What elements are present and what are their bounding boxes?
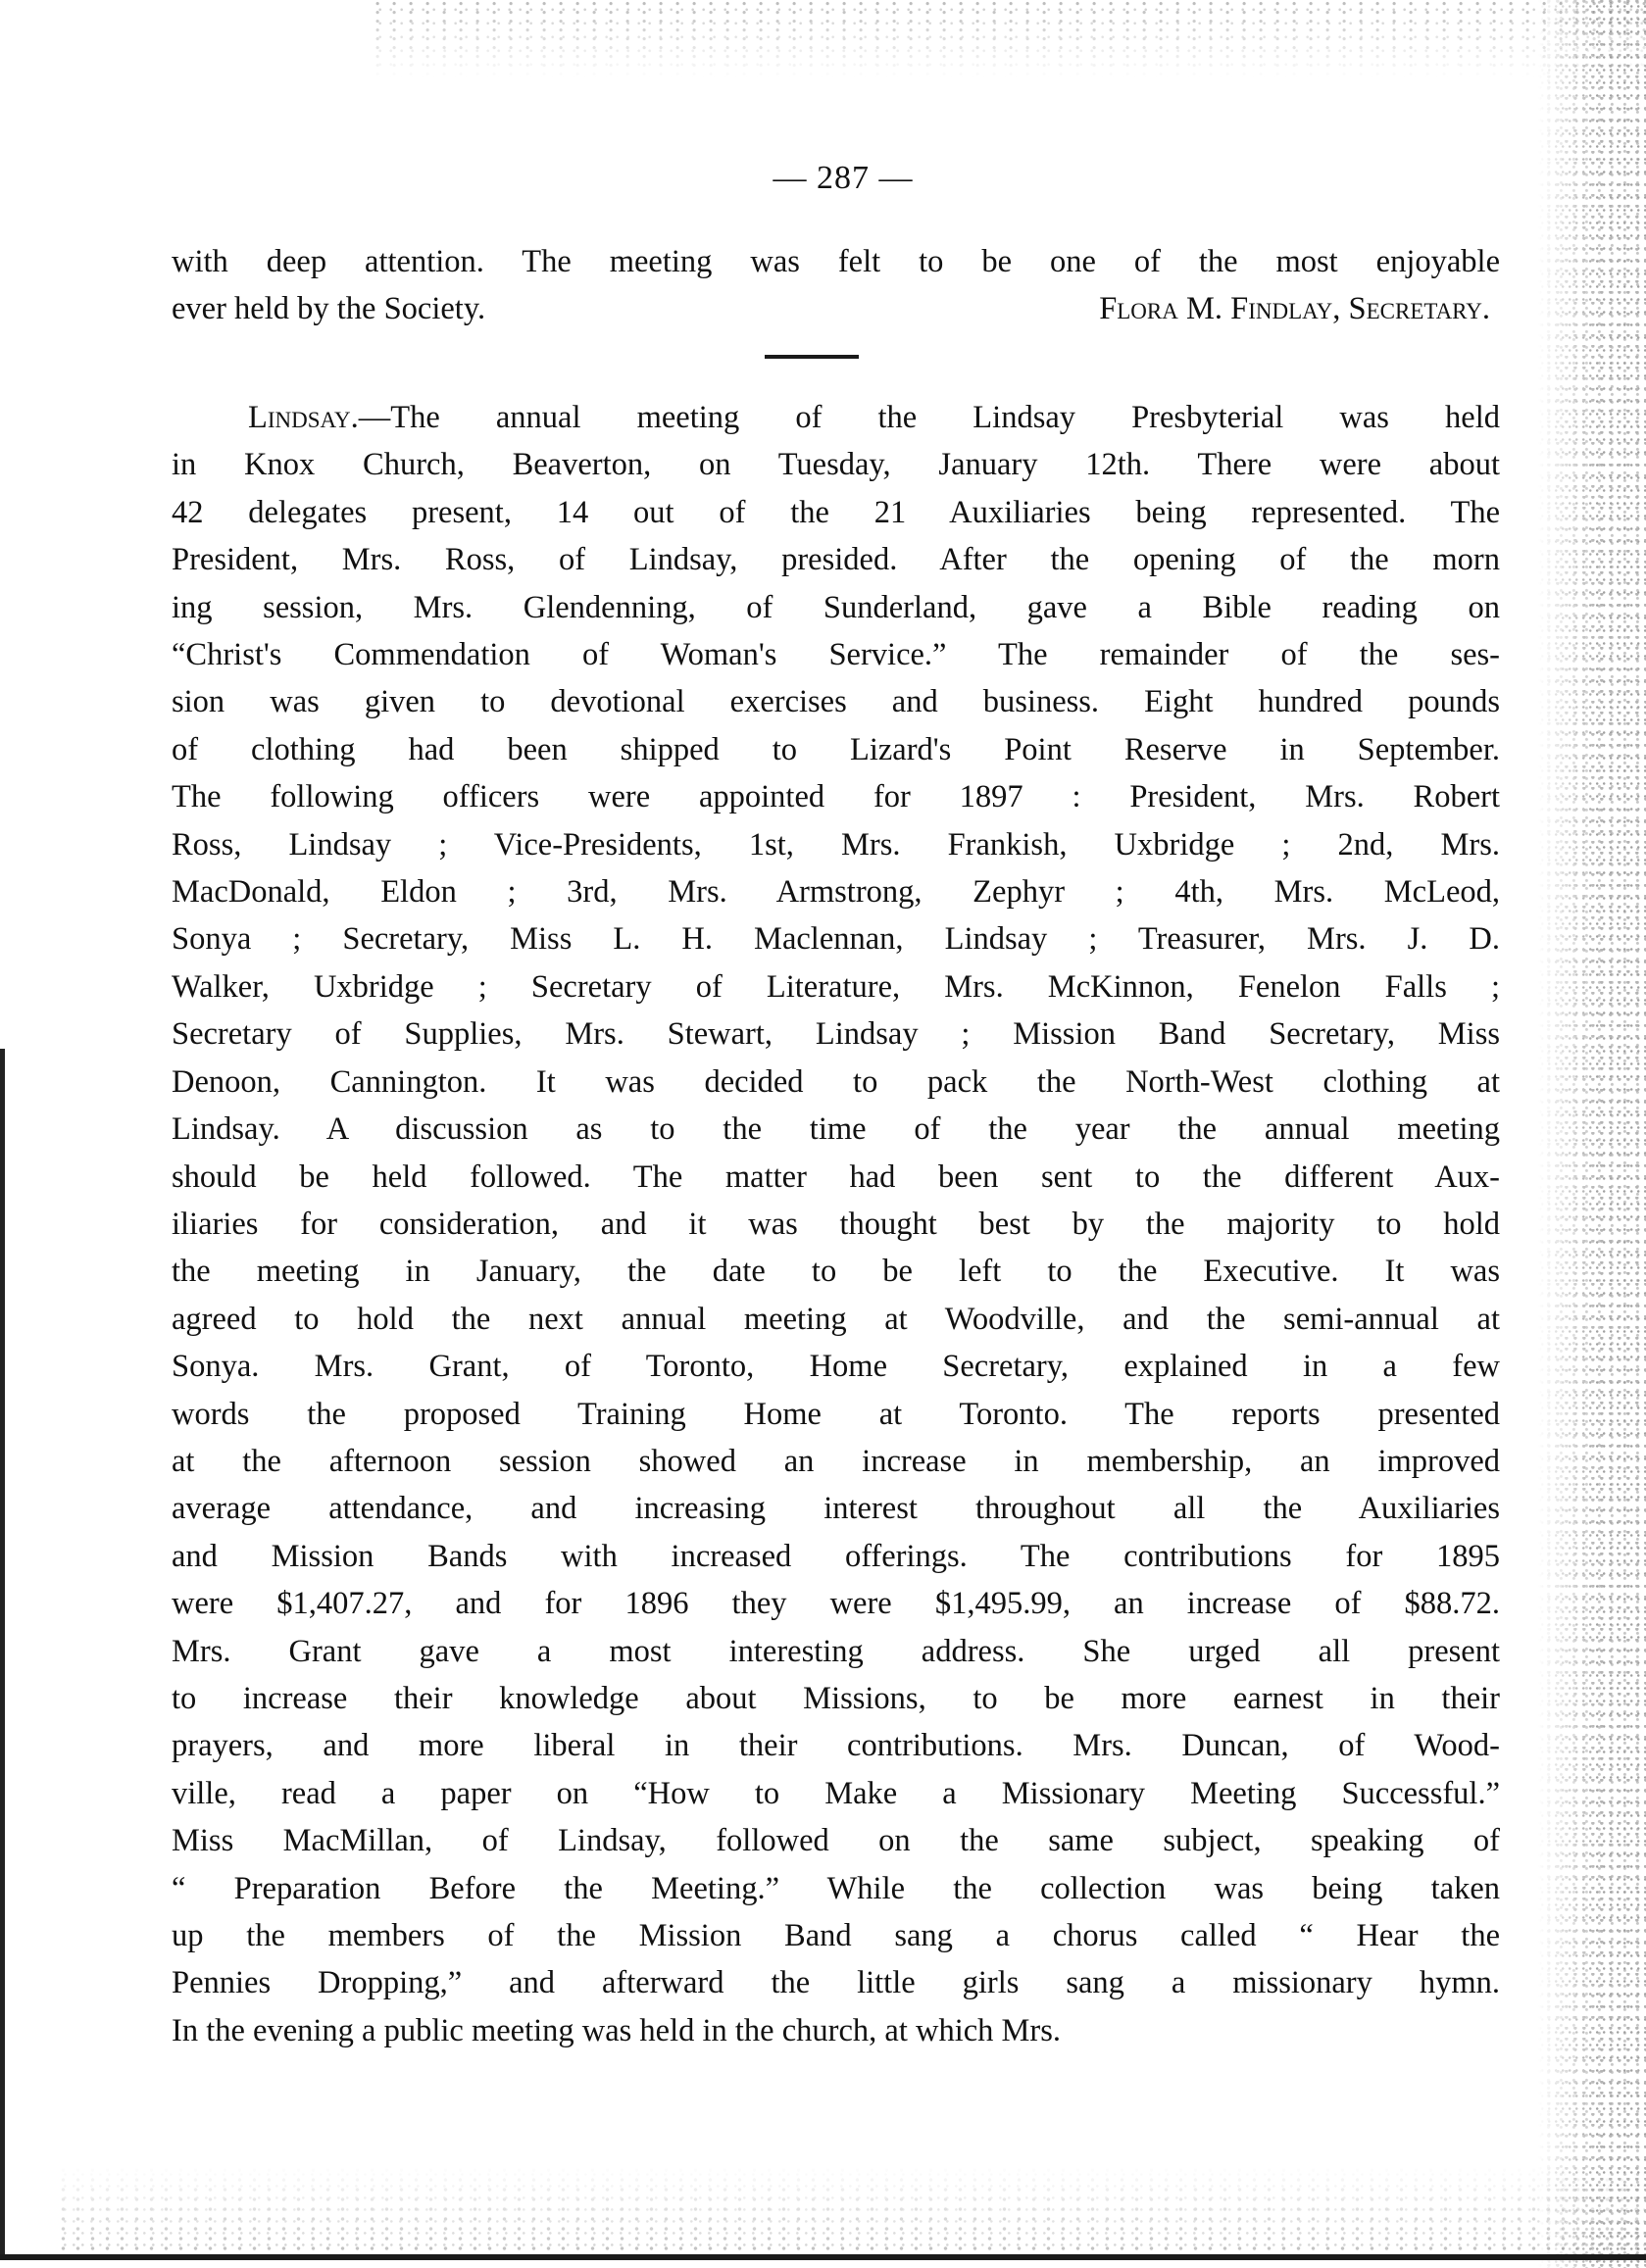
- intro-paragraph: [172, 238, 1500, 333]
- report-heading: Lindsay.: [248, 400, 359, 435]
- text-line: Mrs. Grant gave a most interesting address. She urged all present: [172, 1633, 1500, 1669]
- signature-line: [172, 285, 1500, 332]
- text-line: Lindsay. A discussion as to the time of the year the annual meeting: [172, 1111, 1500, 1148]
- text-line: sion was given to devotional exercises and business. Eight hundred pounds: [172, 684, 1500, 720]
- text-line: of clothing had been shipped to Lizard's Point Reserve in September.: [172, 731, 1500, 767]
- text-line: 42 delegates present, 14 out of the 21 Auxiliaries being represented. The: [172, 494, 1500, 530]
- text-line: agreed to hold the next annual meeting at Woodville, and the semi-annual at: [172, 1301, 1500, 1337]
- text-line: In the evening a public meeting was held in the church, at which Mrs.: [172, 2012, 1062, 2048]
- section-divider: [765, 355, 859, 359]
- text-line-first: [172, 394, 1500, 441]
- text-line: ever held by the Society.: [172, 291, 486, 327]
- text-line: should be held followed. The matter had been sent to the different Aux-: [172, 1159, 1500, 1195]
- text-line: to increase their knowledge about Missions, to be more earnest in their: [172, 1680, 1500, 1716]
- text-line: Denoon, Cannington. It was decided to pack the North-West clothing at: [172, 1063, 1500, 1100]
- text-line: Secretary of Supplies, Mrs. Stewart, Lindsay ; Mission Band Secretary, Miss: [172, 1016, 1500, 1053]
- scan-noise-top: [373, 0, 1646, 78]
- text-line: Pennies Dropping,” and afterward the little girls sang a missionary hymn.: [172, 1965, 1500, 2001]
- text-line: the meeting in January, the date to be left to the Executive. It was: [172, 1254, 1500, 1290]
- text-line: President, Mrs. Ross, of Lindsay, presided. After the opening of the morn: [172, 542, 1500, 578]
- text-line: Miss MacMillan, of Lindsay, followed on the same subject, speaking of: [172, 1823, 1500, 1859]
- binding-edge: [0, 1049, 5, 2259]
- signature: Flora M. Findlay, Secretary.: [1099, 291, 1490, 327]
- text-line: —The annual meeting of the Lindsay Presbyterial was held: [358, 400, 1500, 435]
- text-line: up the members of the Mission Band sang a chorus called “ Hear the: [172, 1918, 1500, 1953]
- text-line: were $1,407.27, and for 1896 they were $1,495.99, an increase of $88.72.: [172, 1586, 1500, 1622]
- text-line: MacDonald, Eldon ; 3rd, Mrs. Armstrong, Zephyr ; 4th, Mrs. McLeod,: [172, 874, 1500, 911]
- text-line: average attendance, and increasing interest throughout all the Auxiliaries: [172, 1491, 1500, 1527]
- text-line: ing session, Mrs. Glendenning, of Sunderland, gave a Bible reading on: [172, 589, 1500, 625]
- text-line: Sonya ; Secretary, Miss L. H. Maclennan, Lindsay ; Treasurer, Mrs. J. D.: [172, 921, 1500, 958]
- scan-noise-right: [1538, 0, 1646, 2268]
- scan-noise-bottom: [59, 2166, 1646, 2259]
- text-line: prayers, and more liberal in their contributions. Mrs. Duncan, of Wood-: [172, 1728, 1500, 1764]
- text-line: ville, read a paper on “How to Make a Missionary Meeting Successful.”: [172, 1775, 1500, 1811]
- report-paragraph: [172, 394, 1500, 2054]
- text-line: Ross, Lindsay ; Vice-Presidents, 1st, Mrs. Frankish, Uxbridge ; 2nd, Mrs.: [172, 826, 1500, 863]
- page-bottom-edge: [0, 2254, 1646, 2260]
- text-line: Sonya. Mrs. Grant, of Toronto, Home Secretary, explained in a few: [172, 1349, 1500, 1385]
- text-line: in Knox Church, Beaverton, on Tuesday, January 12th. There were about: [172, 447, 1500, 483]
- text-line: at the afternoon session showed an increase in membership, an improved: [172, 1443, 1500, 1479]
- text-line: words the proposed Training Home at Toronto. The reports presented: [172, 1396, 1500, 1432]
- text-line: iliaries for consideration, and it was thought best by the majority to hold: [172, 1206, 1500, 1242]
- text-line: and Mission Bands with increased offerings. The contributions for 1895: [172, 1538, 1500, 1574]
- text-line: “Christ's Commendation of Woman's Service.” The remainder of the ses-: [172, 637, 1500, 673]
- text-line: with deep attention. The meeting was felt to be one of the most enjoyable: [172, 244, 1500, 279]
- text-line: Walker, Uxbridge ; Secretary of Literature, Mrs. McKinnon, Fenelon Falls ;: [172, 968, 1500, 1005]
- text-line: The following officers were appointed for 1897 : President, Mrs. Robert: [172, 779, 1500, 815]
- text-line: “ Preparation Before the Meeting.” While the collection was being taken: [172, 1870, 1500, 1906]
- page-number: — 287 —: [773, 160, 914, 196]
